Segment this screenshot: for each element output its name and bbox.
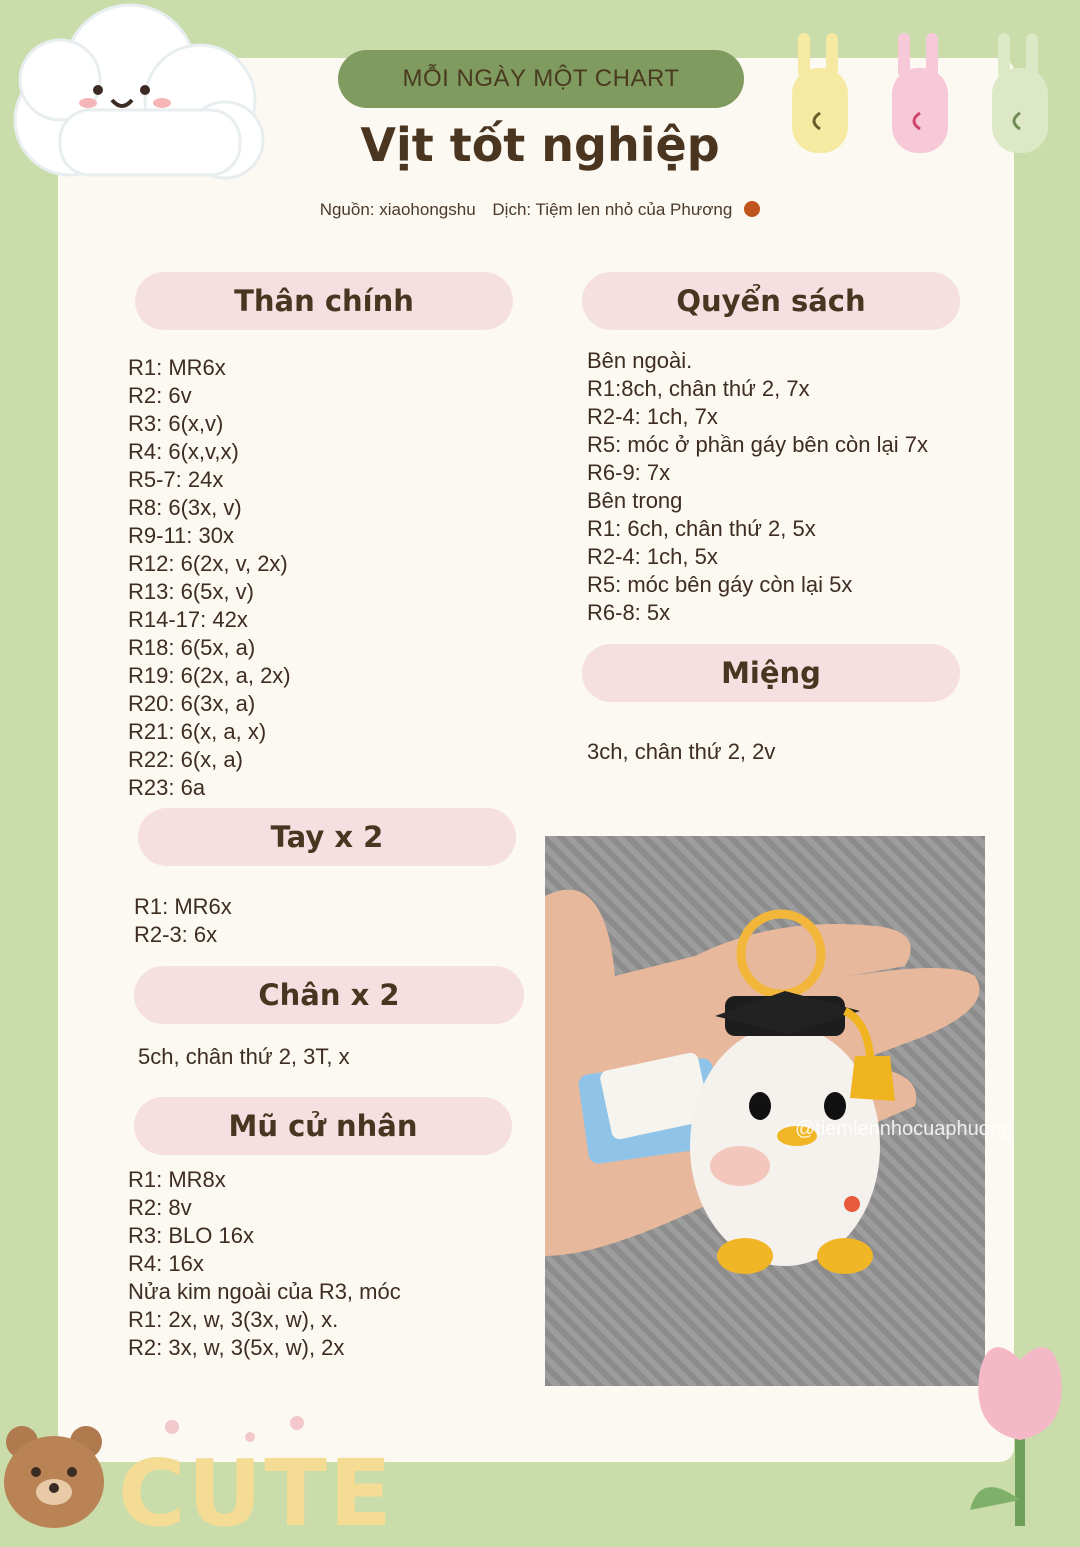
source-text: Nguồn: xiaohongshu <box>319 200 476 219</box>
mu-list <box>128 1166 401 1362</box>
quyen-sach-list <box>587 347 928 627</box>
pattern-line: R1: 6ch, chân thứ 2, 5x <box>587 516 816 541</box>
pattern-line: R1: 2x, w, 3(3x, w), x. <box>128 1307 339 1332</box>
pattern-line: R4: 16x <box>128 1251 204 1276</box>
pattern-line: R1: MR8x <box>128 1167 226 1192</box>
bunnies-icon <box>770 28 1070 158</box>
page-title: Vịt tốt nghiệp <box>360 118 720 172</box>
pattern-line: R2-3: 6x <box>134 922 218 947</box>
pattern-line: R23: 6a <box>128 775 206 800</box>
pattern-line: R20: 6(3x, a) <box>128 691 256 716</box>
pattern-line: R6-9: 7x <box>587 460 671 485</box>
bear-icon <box>0 1420 110 1526</box>
pattern-line: R18: 6(5x, a) <box>128 635 256 660</box>
pattern-line: R1: MR6x <box>134 894 232 919</box>
cloud-icon <box>0 0 280 190</box>
duck-illustration <box>545 836 985 1386</box>
product-photo <box>545 836 1013 1386</box>
than-chinh-list <box>128 354 291 802</box>
pattern-line: R3: 6(x,v) <box>128 411 224 436</box>
pattern-line: Bên ngoài. <box>587 348 693 373</box>
section-title-than-chinh: Thân chính <box>135 272 513 330</box>
pattern-line: R2-4: 1ch, 5x <box>587 544 718 569</box>
mieng-list <box>587 738 775 766</box>
pattern-line: Bên trong <box>587 488 683 513</box>
pattern-line: R5: móc bên gáy còn lại 5x <box>587 572 853 597</box>
yarn-ball-icon <box>744 201 760 217</box>
section-title-chan: Chân x 2 <box>134 966 524 1024</box>
banner: MỖI NGÀY MỘT CHART <box>338 50 744 108</box>
pattern-line: 3ch, chân thứ 2, 2v <box>587 739 776 764</box>
cute-text: CUTE <box>118 1440 394 1547</box>
deco-dot <box>290 1416 304 1430</box>
pattern-line: R3: BLO 16x <box>128 1223 254 1248</box>
tulip-icon <box>960 1330 1080 1526</box>
pattern-line: R2: 3x, w, 3(5x, w), 2x <box>128 1335 345 1360</box>
pattern-line: R2: 6v <box>128 383 192 408</box>
pattern-line: R19: 6(2x, a, 2x) <box>128 663 291 688</box>
pattern-line: R21: 6(x, a, x) <box>128 719 267 744</box>
pattern-line: R14-17: 42x <box>128 607 248 632</box>
pattern-line: R8: 6(3x, v) <box>128 495 242 520</box>
pattern-line: R5: móc ở phần gáy bên còn lại 7x <box>587 432 928 457</box>
pattern-line: R1: MR6x <box>128 355 226 380</box>
pattern-line: 5ch, chân thứ 2, 3T, x <box>138 1044 350 1069</box>
pattern-line: R4: 6(x,v,x) <box>128 439 239 464</box>
section-title-quyen-sach: Quyển sách <box>582 272 960 330</box>
tay-list <box>134 893 232 949</box>
pattern-line: R5-7: 24x <box>128 467 224 492</box>
pattern-line: R9-11: 30x <box>128 523 234 548</box>
pattern-line: R13: 6(5x, v) <box>128 579 254 604</box>
pattern-line: R6-8: 5x <box>587 600 671 625</box>
pattern-line: R2-4: 1ch, 7x <box>587 404 718 429</box>
translator-text: Dịch: Tiệm len nhỏ của Phương <box>492 200 733 219</box>
chan-list <box>138 1043 350 1071</box>
credit-line <box>250 200 830 220</box>
section-title-mieng: Miệng <box>582 644 960 702</box>
watermark-text: @tiemlennhocuaphuong <box>795 1118 1013 1140</box>
pattern-line: R2: 8v <box>128 1195 192 1220</box>
pattern-line: R1:8ch, chân thứ 2, 7x <box>587 376 810 401</box>
pattern-line: R12: 6(2x, v, 2x) <box>128 551 288 576</box>
pattern-line: R22: 6(x, a) <box>128 747 243 772</box>
section-title-mu: Mũ cử nhân <box>134 1097 512 1155</box>
deco-dot <box>165 1420 179 1434</box>
pattern-line: Nửa kim ngoài của R3, móc <box>128 1279 401 1304</box>
section-title-tay: Tay x 2 <box>138 808 516 866</box>
